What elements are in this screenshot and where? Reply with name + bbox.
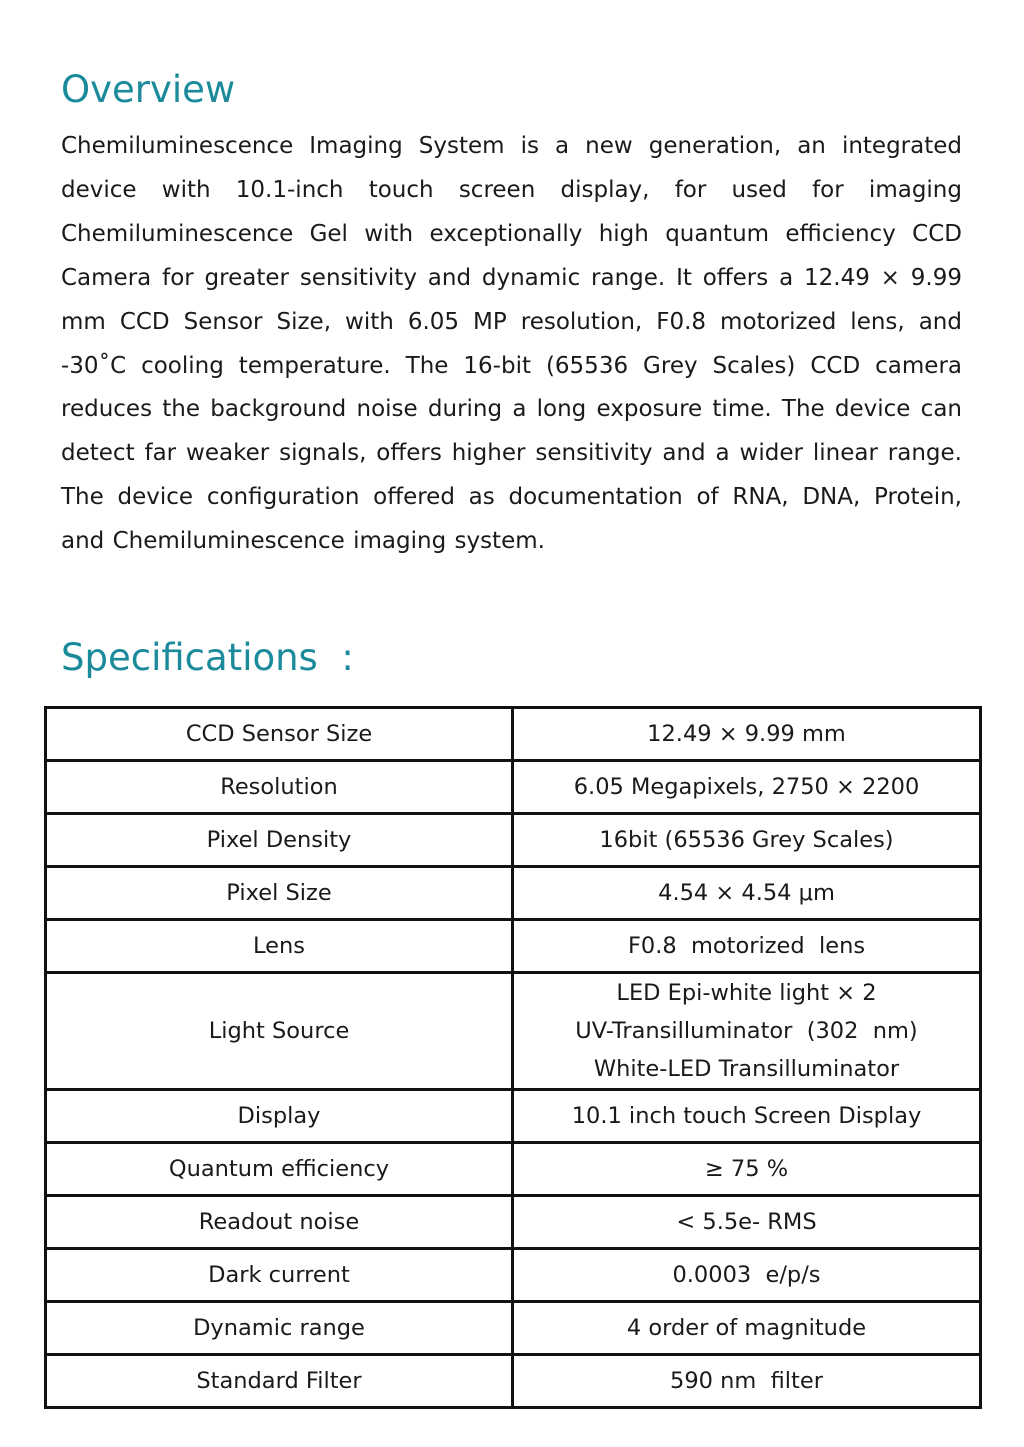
spec-value: 590 nm filter (513, 1355, 981, 1408)
spec-value-line: LED Epi-white light × 2 (616, 980, 877, 1006)
table-row (46, 1249, 981, 1302)
spec-value: < 5.5e- RMS (513, 1196, 981, 1249)
spec-label: Display (46, 1090, 513, 1143)
table-row (46, 814, 981, 867)
spec-value-line: White-LED Transilluminator (593, 1056, 900, 1082)
spec-label: Pixel Size (46, 867, 513, 920)
spec-value-line: UV-Transilluminator (302 nm) (575, 1018, 918, 1044)
table-row (46, 708, 981, 761)
table-row (46, 1196, 981, 1249)
overview-heading: Overview (61, 68, 236, 111)
overview-paragraph: Chemiluminescence Imaging System is a new generation, an integrated device with 10.1-inch touch screen display, for used for imaging Chemiluminescence Gel with exceptionally high quantum efficiency CCD Camera for greater sensitivity and dynamic range. It offers a 12.49 × 9.99 mm CCD Sensor Size, with 6.05 MP resolution, F0.8 motorized lens, and -30˚C cooling temperature. The 16-bit (65536 Grey Scales) CCD camera reduces the background noise during a long exposure time. The device can detect far weaker signals, offers higher sensitivity and a wider linear range. The device configuration offered as documentation of RNA, DNA, Protein, and Chemiluminescence imaging system. (61, 133, 962, 555)
spec-value: 12.49 × 9.99 mm (513, 708, 981, 761)
table-row (46, 1355, 981, 1408)
spec-value: 4.54 × 4.54 μm (513, 867, 981, 920)
spec-value: 6.05 Megapixels, 2750 × 2200 (513, 761, 981, 814)
spec-value (513, 973, 981, 1090)
table-row (46, 867, 981, 920)
table-row (46, 1302, 981, 1355)
spec-label: Resolution (46, 761, 513, 814)
table-row (46, 761, 981, 814)
table-row (46, 1090, 981, 1143)
spec-label: Pixel Density (46, 814, 513, 867)
table-row (46, 973, 981, 1090)
spec-label: CCD Sensor Size (46, 708, 513, 761)
spec-label: Standard Filter (46, 1355, 513, 1408)
spec-label: Quantum efficiency (46, 1143, 513, 1196)
spec-label: Dark current (46, 1249, 513, 1302)
table-row (46, 1143, 981, 1196)
spec-value: ≥ 75 % (513, 1143, 981, 1196)
spec-value: 16bit (65536 Grey Scales) (513, 814, 981, 867)
spec-value: 4 order of magnitude (513, 1302, 981, 1355)
spec-value: 0.0003 e/p/s (513, 1249, 981, 1302)
specifications-heading: Specifications : (61, 636, 354, 679)
table-row (46, 920, 981, 973)
spec-value: F0.8 motorized lens (513, 920, 981, 973)
spec-value: 10.1 inch touch Screen Display (513, 1090, 981, 1143)
spec-label: Readout noise (46, 1196, 513, 1249)
specifications-table (44, 706, 982, 1409)
spec-label: Dynamic range (46, 1302, 513, 1355)
spec-label: Light Source (46, 973, 513, 1090)
spec-label: Lens (46, 920, 513, 973)
